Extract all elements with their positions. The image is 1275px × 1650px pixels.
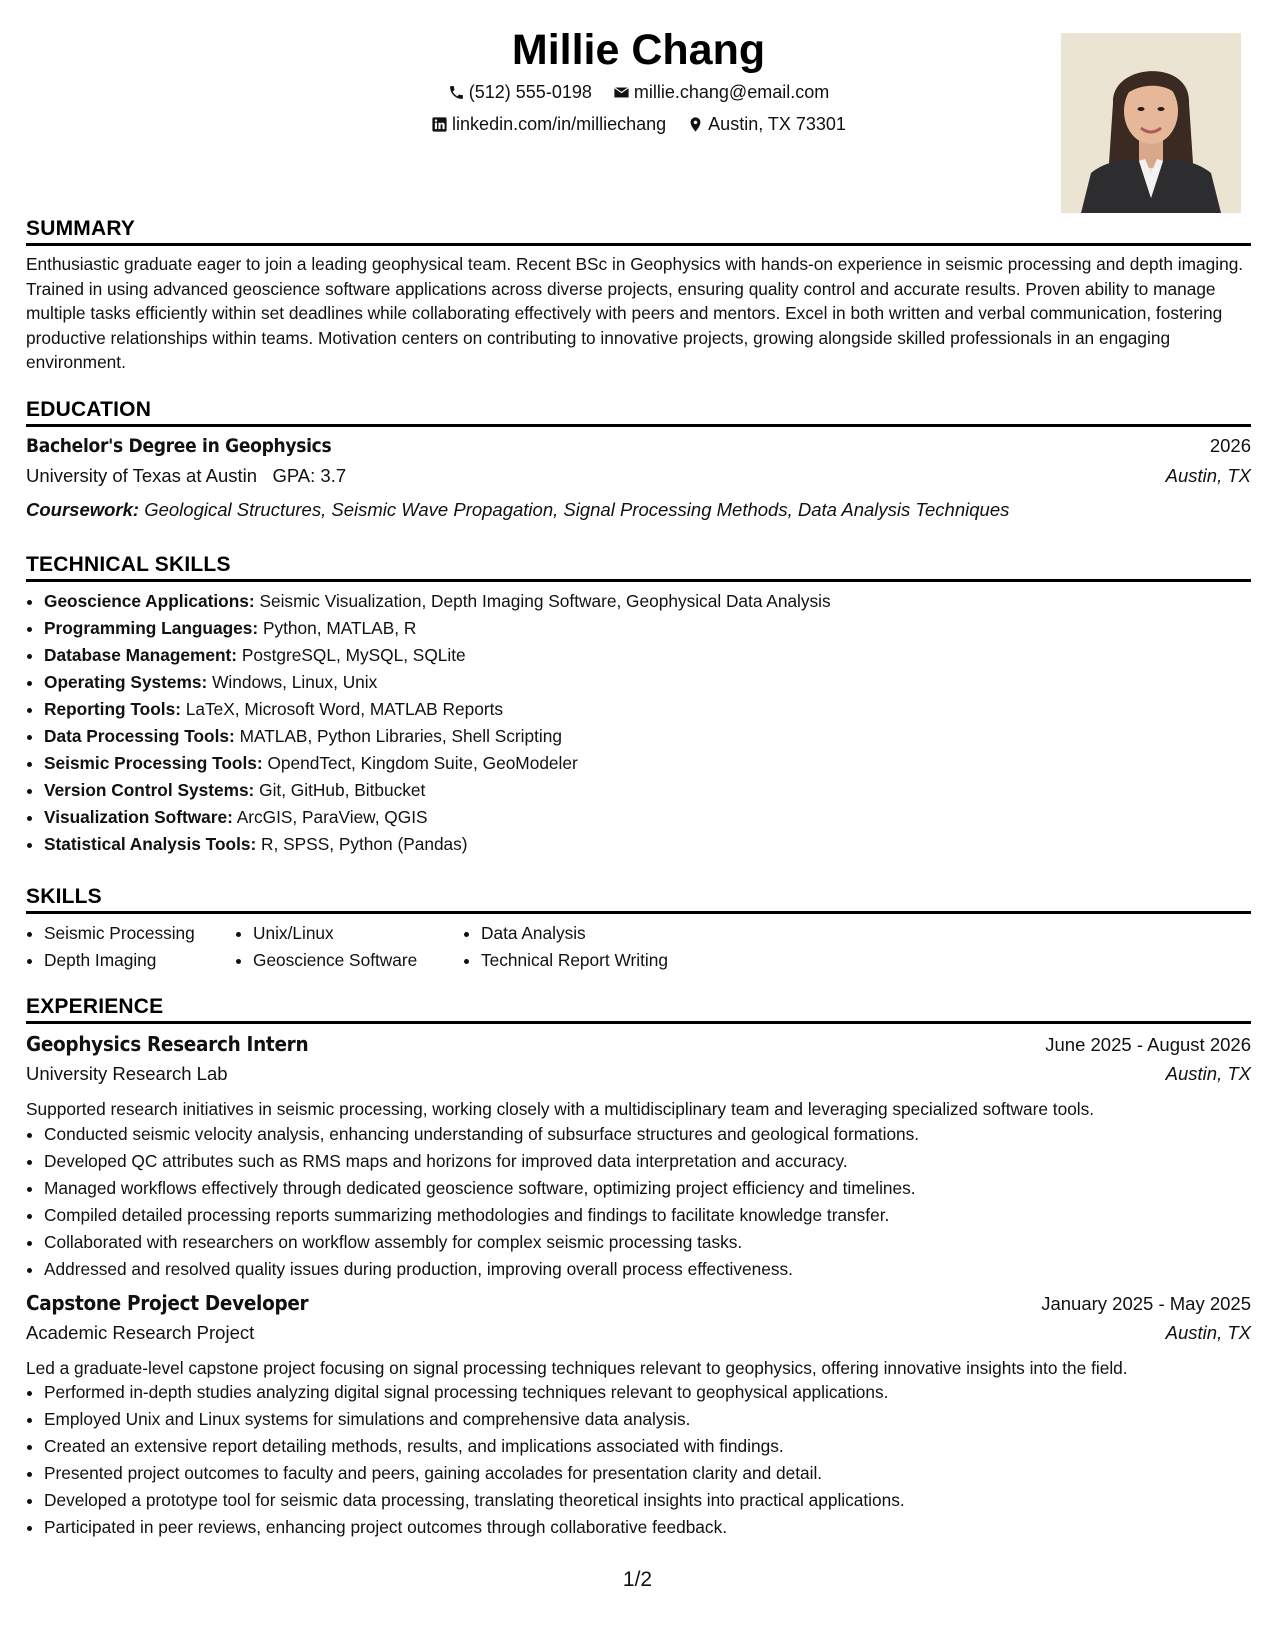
job-bullet: • Conducted seismic velocity analysis, enhancing understanding of subsurface structures and geological formations. — [44, 1121, 1251, 1148]
skill-item: • Seismic Processing — [44, 920, 235, 947]
tech-skill-label: Version Control Systems: — [44, 780, 255, 800]
tech-skill-value: PostgreSQL, MySQL, SQLite — [241, 645, 466, 665]
job-bullet: • Presented project outcomes to faculty and peers, gaining accolades for presentation clarity and detail. — [44, 1460, 1251, 1487]
skills-columns — [26, 920, 1251, 974]
coursework-label: Coursework: — [26, 499, 140, 520]
experience-heading: EXPERIENCE — [26, 994, 1251, 1024]
envelope-icon — [613, 84, 630, 101]
education-degree-row — [26, 435, 1251, 465]
job-bullet: • Employed Unix and Linux systems for simulations and comprehensive data analysis. — [44, 1406, 1251, 1433]
summary-heading: SUMMARY — [26, 216, 1251, 246]
job-bullet: • Performed in-depth studies analyzing digital signal processing techniques relevant to geophysical applications. — [44, 1379, 1251, 1406]
experience-section — [26, 994, 1251, 1541]
email-contact[interactable] — [613, 81, 829, 103]
job-bullet: • Created an extensive report detailing methods, results, and implications associated with findings. — [44, 1433, 1251, 1460]
job-bullet: • Collaborated with researchers on workflow assembly for complex seismic processing tasks. — [44, 1229, 1251, 1256]
map-pin-icon — [687, 116, 704, 133]
tech-skill-item — [44, 588, 1251, 615]
tech-skill-item — [44, 669, 1251, 696]
tech-skill-value: ArcGIS, ParaView, QGIS — [236, 807, 428, 827]
job-organization: University Research Lab — [26, 1063, 228, 1084]
job-summary: Led a graduate-level capstone project focusing on signal processing techniques relevant to geophysics, offering innovative insights into the field. — [26, 1357, 1128, 1378]
tech-skill-item — [44, 615, 1251, 642]
skill-item: • Technical Report Writing — [481, 947, 668, 974]
summary-text: Enthusiastic graduate eager to join a leading geophysical team. Recent BSc in Geophysics with hands-on experience in seismic processing and depth imaging. Trained in using advanced geoscience software applications across diverse projects, ensuring quality control and accurate results. Proven ability to manage multiple tasks efficiently within set deadlines while collaborating effectively with peers and mentors. Excel in both written and verbal communication, fostering productive relationships within teams. Motivation centers on contributing to innovative projects, growing alongside skilled professionals in an engaging environment. — [26, 254, 1244, 372]
school-line — [26, 465, 346, 487]
tech-skill-item — [44, 831, 1251, 858]
tech-skill-value: Seismic Visualization, Depth Imaging Software, Geophysical Data Analysis — [259, 591, 831, 611]
job-org-row — [26, 1063, 1251, 1094]
job-bullet: • Developed a prototype tool for seismic data processing, translating theoretical insights into practical applications. — [44, 1487, 1251, 1514]
coursework-line — [26, 495, 1251, 525]
job-bullets — [26, 1379, 1251, 1541]
tech-skill-item — [44, 804, 1251, 831]
tech-skill-value: Windows, Linux, Unix — [212, 672, 378, 692]
technical-skills-list — [26, 588, 1251, 858]
tech-skill-label: Visualization Software: — [44, 807, 233, 827]
page-number: 1/2 — [622, 1568, 653, 1591]
job-bullets — [26, 1121, 1251, 1283]
tech-skill-item — [44, 696, 1251, 723]
skills-column-3 — [463, 920, 668, 974]
skills-heading: SKILLS — [26, 884, 1251, 914]
job-title: Capstone Project Developer — [26, 1290, 309, 1315]
skills-section — [26, 884, 1251, 974]
linkedin-text: linkedin.com/in/milliechang — [452, 114, 667, 134]
tech-skill-item — [44, 723, 1251, 750]
summary-section — [26, 216, 1251, 375]
job-dates: June 2025 - August 2026 — [1045, 1034, 1251, 1055]
job-title-row — [26, 1291, 1251, 1322]
phone-icon — [448, 84, 465, 101]
experience-entry — [26, 1032, 1251, 1283]
skills-column-1 — [26, 920, 235, 974]
phone-text: (512) 555-0198 — [468, 82, 592, 102]
candidate-name: Millie Chang — [511, 26, 766, 74]
job-bullet: • Managed workflows effectively through dedicated geoscience software, optimizing project efficiency and timelines. — [44, 1175, 1251, 1202]
gpa: GPA: 3.7 — [272, 465, 347, 486]
email-text: millie.chang@email.com — [633, 82, 830, 102]
job-bullet: • Addressed and resolved quality issues during production, improving overall process effectiveness. — [44, 1256, 1251, 1283]
skill-item: • Depth Imaging — [44, 947, 235, 974]
education-heading: EDUCATION — [26, 397, 1251, 427]
job-title-row — [26, 1032, 1251, 1063]
tech-skill-label: Statistical Analysis Tools: — [44, 834, 257, 854]
tech-skill-label: Operating Systems: — [44, 672, 208, 692]
job-title: Geophysics Research Intern — [26, 1032, 309, 1056]
tech-skill-value: OpendTect, Kingdom Suite, GeoModeler — [267, 753, 578, 773]
tech-skill-label: Reporting Tools: — [44, 699, 181, 719]
job-organization: Academic Research Project — [26, 1321, 255, 1343]
job-location: Austin, TX — [1165, 1321, 1251, 1343]
graduation-year: 2026 — [1209, 435, 1251, 456]
phone-contact — [448, 81, 592, 103]
job-summary: Supported research initiatives in seismic processing, working closely with a multidisciplinary team and leveraging specialized software tools. — [26, 1099, 1095, 1119]
school-name: University of Texas at Austin — [26, 465, 258, 486]
tech-skill-value: Python, MATLAB, R — [262, 618, 417, 638]
job-org-row — [26, 1322, 1251, 1353]
location-text: Austin, TX 73301 — [708, 114, 846, 134]
tech-skill-item — [44, 777, 1251, 804]
job-dates: January 2025 - May 2025 — [1041, 1292, 1251, 1314]
resume-header — [26, 20, 1251, 220]
tech-skill-value: R, SPSS, Python (Pandas) — [261, 834, 468, 854]
tech-skill-value: LaTeX, Microsoft Word, MATLAB Reports — [185, 699, 504, 719]
job-bullet: • Compiled detailed processing reports summarizing methodologies and findings to facilitate knowledge transfer. — [44, 1202, 1251, 1229]
tech-skill-label: Geoscience Applications: — [44, 591, 255, 611]
skills-column-2 — [235, 920, 463, 974]
profile-photo — [1061, 33, 1241, 213]
linkedin-contact[interactable] — [431, 113, 666, 135]
job-location: Austin, TX — [1165, 1063, 1251, 1084]
experience-entry — [26, 1291, 1251, 1542]
location-contact — [687, 113, 846, 135]
tech-skill-label: Seismic Processing Tools: — [44, 753, 263, 773]
skill-item: • Unix/Linux — [253, 920, 463, 947]
technical-skills-heading: TECHNICAL SKILLS — [26, 552, 1251, 582]
school-location: Austin, TX — [1165, 465, 1251, 486]
coursework-list: Geological Structures, Seismic Wave Propagation, Signal Processing Methods, Data Analysis Techniques — [144, 499, 1010, 520]
tech-skill-item — [44, 750, 1251, 777]
linkedin-icon — [431, 116, 448, 133]
tech-skill-label: Data Processing Tools: — [44, 726, 235, 746]
skill-item: • Data Analysis — [481, 920, 668, 947]
job-bullet: • Developed QC attributes such as RMS maps and horizons for improved data interpretation and accuracy. — [44, 1148, 1251, 1175]
skill-item: • Geoscience Software — [253, 947, 463, 974]
tech-skill-label: Database Management: — [44, 645, 238, 665]
education-school-row — [26, 465, 1251, 495]
technical-skills-section — [26, 552, 1251, 858]
tech-skill-value: Git, GitHub, Bitbucket — [259, 780, 426, 800]
job-bullet: • Participated in peer reviews, enhancing project outcomes through collaborative feedback. — [44, 1514, 1251, 1541]
tech-skill-item — [44, 642, 1251, 669]
tech-skill-value: MATLAB, Python Libraries, Shell Scripting — [239, 726, 562, 746]
tech-skill-label: Programming Languages: — [44, 618, 259, 638]
degree-title: Bachelor's Degree in Geophysics — [26, 435, 332, 457]
education-section — [26, 397, 1251, 525]
